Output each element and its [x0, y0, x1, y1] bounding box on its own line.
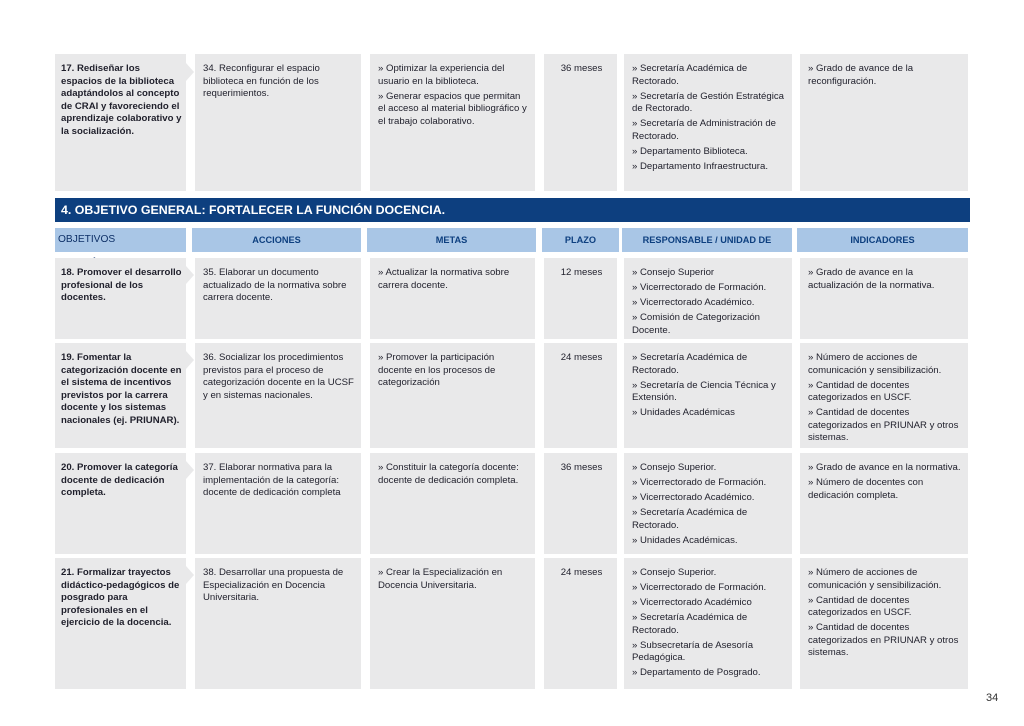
list-item: » Vicerrectorado de Formación.: [632, 476, 767, 488]
list-item: » Cantidad de docentes categorizados en USCF.: [808, 379, 912, 404]
list-item: » Secretaría de Gestión Estratégica de Rectorado.: [632, 90, 784, 115]
list-item: » Grado de avance de la reconfiguración.: [808, 63, 914, 87]
acciones-cell: 38. Desarrollar una propuesta de Especialización en Docencia Universitaria.: [195, 558, 361, 689]
list-item: » Cantidad de docentes categorizados en USCF.: [808, 594, 912, 619]
header-plazo: PLAZO: [542, 228, 619, 252]
indicadores-cell: [800, 258, 968, 339]
acciones-cell: 34. Reconfigurar el espacio biblioteca en función de los requerimientos.: [195, 54, 361, 191]
plazo-cell: 36 meses: [544, 453, 617, 554]
list-item: » Optimizar la experiencia del usuario en la biblioteca.: [378, 63, 505, 87]
metas-cell: [370, 343, 535, 448]
list-item: » Cantidad de docentes categorizados en PRIUNAR y otros sistemas.: [808, 622, 959, 659]
list-item: » Constituir la categoría docente: docente de dedicación completa.: [378, 462, 519, 486]
list-item: » Secretaría Académica de Rectorado.: [632, 352, 748, 376]
objetivo-cell: 19. Fomentar la categorización docente en el sistema de incentivos previstos por la carrera docente y los sistemas nacionales (ej. PRIUNAR).: [55, 343, 186, 448]
responsable-cell: [624, 343, 792, 448]
indicadores-cell: [800, 343, 968, 448]
metas-cell: [370, 453, 535, 554]
list-item: » Promover la participación docente en los procesos de categorización: [378, 352, 496, 389]
objetivo-cell: 21. Formalizar trayectos didáctico-pedagógicos de posgrado para profesionales en el ejercicio de la docencia.: [55, 558, 186, 689]
responsable-cell: [624, 54, 792, 191]
list-item: » Departamento de Posgrado.: [632, 667, 761, 679]
objetivo-cell: 20. Promover la categoría docente de dedicación completa.: [55, 453, 186, 554]
plazo-cell: 36 meses: [544, 54, 617, 191]
plazo-cell: 24 meses: [544, 558, 617, 689]
chevron-arrow-icon: [186, 566, 194, 584]
indicadores-cell: [800, 558, 968, 689]
list-item: » Vicerrectorado Académico.: [632, 296, 755, 308]
chevron-arrow-icon: [186, 266, 194, 284]
list-item: » Departamento Biblioteca.: [632, 145, 748, 157]
list-item: » Número de docentes con dedicación completa.: [808, 476, 924, 501]
list-item: » Departamento Infraestructura.: [632, 160, 768, 172]
list-item: » Grado de avance en la normativa.: [808, 462, 961, 473]
list-item: » Número de acciones de comunicación y sensibilización.: [808, 567, 942, 591]
list-item: » Vicerrectorado de Formación.: [632, 581, 767, 593]
header-responsable: RESPONSABLE / UNIDAD DE: [622, 228, 792, 252]
metas-cell: [370, 558, 535, 689]
chevron-arrow-icon: [186, 63, 194, 81]
list-item: » Consejo Superior.: [632, 567, 717, 578]
header-objetivos: OBJETIVOS: [55, 228, 186, 252]
list-item: » Subsecretaría de Asesoría Pedagógica.: [632, 639, 754, 664]
acciones-cell: 35. Elaborar un documento actualizado de la normativa sobre carrera docente.: [195, 258, 361, 339]
header-acciones: ACCIONES: [192, 228, 361, 252]
responsable-cell: [624, 558, 792, 689]
responsable-cell: [624, 453, 792, 554]
list-item: » Vicerrectorado Académico: [632, 596, 752, 608]
page-number: 34: [986, 692, 999, 704]
metas-cell: [370, 258, 535, 339]
list-item: » Comisión de Categorización Docente.: [632, 311, 760, 336]
chevron-arrow-icon: [186, 351, 194, 369]
indicadores-cell: [800, 453, 968, 554]
list-item: » Crear la Especialización en Docencia Universitaria.: [378, 567, 503, 591]
acciones-cell: 36. Socializar los procedimientos previstos para el proceso de categorización docente en la UCSF y en sistemas nacionales.: [195, 343, 361, 448]
section-title: 4. OBJETIVO GENERAL: FORTALECER LA FUNCIÓN DOCENCIA.: [55, 198, 970, 222]
list-item: » Secretaría Académica de Rectorado.: [632, 611, 748, 636]
list-item: » Vicerrectorado de Formación.: [632, 281, 767, 293]
list-item: » Unidades Académicas: [632, 407, 735, 419]
list-item: » Consejo Superior: [632, 267, 715, 278]
list-item: » Secretaría Académica de Rectorado.: [632, 63, 748, 87]
acciones-cell: 37. Elaborar normativa para la implementación de la categoría: docente de dedicación completa: [195, 453, 361, 554]
list-item: » Secretaría de Ciencia Técnica y Extensión.: [632, 379, 776, 404]
plazo-cell: 12 meses: [544, 258, 617, 339]
plazo-cell: 24 meses: [544, 343, 617, 448]
list-item: » Vicerrectorado Académico.: [632, 491, 755, 503]
objetivo-cell: 18. Promover el desarrollo profesional de los docentes.: [55, 258, 186, 339]
metas-cell: [370, 54, 535, 191]
list-item: » Unidades Académicas.: [632, 534, 738, 546]
header-indicadores: INDICADORES: [797, 228, 968, 252]
list-item: » Generar espacios que permitan el acceso al material bibliográfico y el trabajo colaborativo.: [378, 90, 527, 127]
list-item: » Número de acciones de comunicación y sensibilización.: [808, 352, 942, 376]
list-item: » Consejo Superior.: [632, 462, 717, 473]
objetivo-cell: 17. Rediseñar los espacios de la biblioteca adaptándolos al concepto de CRAI y favoreciendo el aprendizaje colaborativo y la socialización.: [55, 54, 186, 191]
header-metas: METAS: [367, 228, 536, 252]
chevron-arrow-icon: [186, 461, 194, 479]
list-item: » Secretaría Académica de Rectorado.: [632, 506, 748, 531]
list-item: » Secretaría de Administración de Rectorado.: [632, 118, 776, 142]
responsable-cell: [624, 258, 792, 339]
list-item: » Actualizar la normativa sobre carrera docente.: [378, 267, 510, 291]
indicadores-cell: [800, 54, 968, 191]
list-item: » Cantidad de docentes categorizados en PRIUNAR y otros sistemas.: [808, 407, 959, 444]
list-item: » Grado de avance en la actualización de la normativa.: [808, 267, 935, 291]
